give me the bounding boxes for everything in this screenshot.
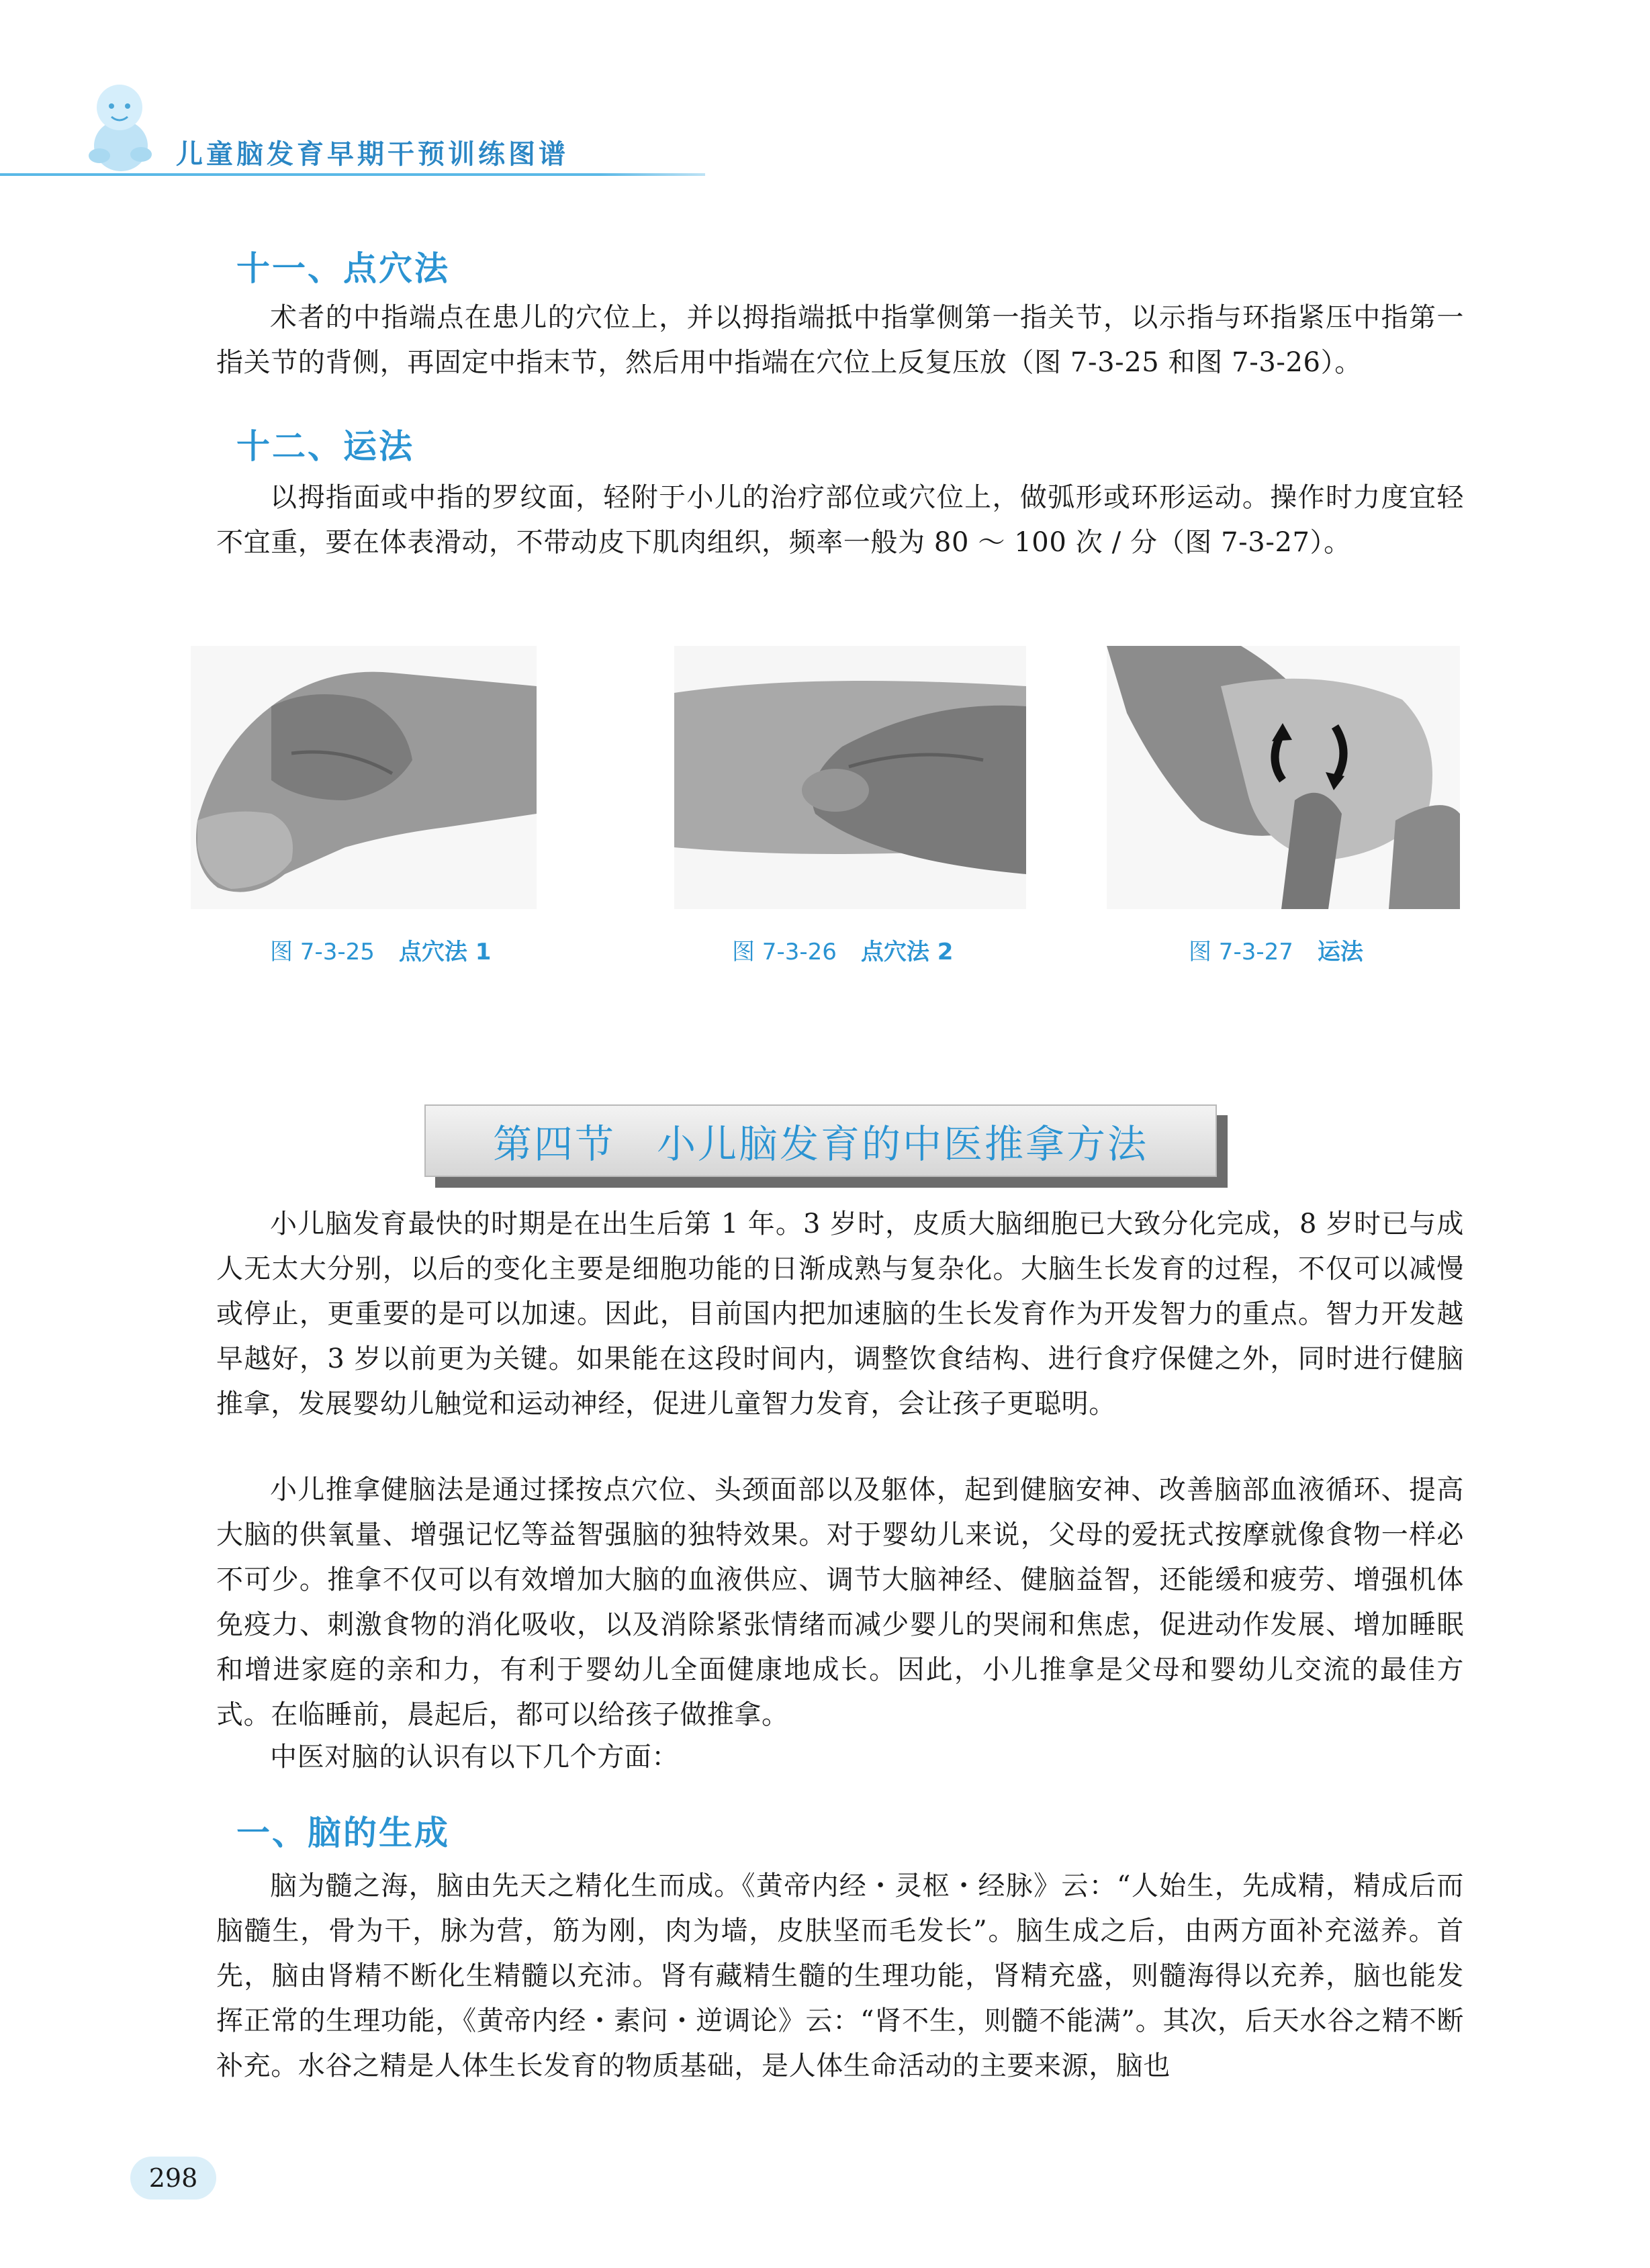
paragraph-brain-development: 小儿脑发育最快的时期是在出生后第 1 年。3 岁时，皮质大脑细胞已大致分化完成，8 岁时已与成人无太大分别，以后的变化主要是细胞功能的日渐成熟与复杂化。大脑生长发育的过程，不仅可以减慢或停止，更重要的是可以加速。因此，目前国内把加速脑的生长发育作为开发智力的重点。智力开发越早越好，3 岁以前更为关键。如果能在这段时间内，调整饮食结构、进行食疗保健之外，同时进行健脑推拿，发展婴幼儿触觉和运动神经，促进儿童智力发育，会让孩子更聪明。: [216, 1209, 1464, 1419]
heading-brain-generation: 一、脑的生成: [236, 1813, 450, 1852]
photo-fig-7-3-27: [1107, 646, 1460, 909]
paragraph-dianxuefa: 术者的中指端点在患儿的穴位上，并以拇指端抵中指掌侧第一指关节，以示指与环指紧压中指第一指关节的背侧，再固定中指末节，然后用中指端在穴位上反复压放（图 7-3-25 和图 7-3-26）。: [216, 302, 1464, 378]
caption-fig-7-3-26: 图 7-3-26 点穴法 2: [732, 939, 954, 965]
running-header-title: 儿童脑发育早期干预训练图谱: [176, 139, 569, 170]
paragraph-tuina-benefits: 小儿推拿健脑法是通过揉按点穴位、头颈面部以及躯体，起到健脑安神、改善脑部血液循环、提高大脑的供氧量、增强记忆等益智强脑的独特效果。对于婴幼儿来说，父母的爱抚式按摩就像食物一样必不可少。推拿不仅可以有效增加大脑的血液供应、调节大脑神经、健脑益智，还能缓和疲劳、增强机体免疫力、刺激食物的消化吸收，以及消除紧张情绪而减少婴儿的哭闹和焦虑，促进动作发展、增加睡眠和增进家庭的亲和力，有利于婴幼儿全面健康地成长。因此，小儿推拿是父母和婴幼儿交流的最佳方式。在临睡前，晨起后，都可以给孩子做推拿。: [216, 1474, 1464, 1730]
baby-icon: [79, 75, 160, 176]
photo-fig-7-3-26: [674, 646, 1026, 909]
page-number: 298: [130, 2157, 216, 2200]
heading-yunfa: 十二、运法: [236, 427, 414, 466]
paragraph-tcm-intro: 中医对脑的认识有以下几个方面：: [270, 1742, 679, 1773]
photo-fig-7-3-25: [191, 646, 537, 909]
section-banner: [424, 1104, 1217, 1177]
paragraph-yunfa: 以拇指面或中指的罗纹面，轻附于小儿的治疗部位或穴位上，做弧形或环形运动。操作时力度宜轻不宜重，要在体表滑动，不带动皮下肌肉组织，频率一般为 80 ～ 100 次 / 分（图 7-3-27）。: [216, 482, 1464, 558]
header-rule: [0, 173, 705, 176]
section-banner-title: 第四节 小儿脑发育的中医推拿方法: [492, 1121, 1148, 1167]
caption-fig-7-3-27: 图 7-3-27 运法: [1189, 939, 1363, 965]
heading-dianxuefa: 十一、点穴法: [236, 249, 450, 288]
paragraph-brain-generation: 脑为髓之海，脑由先天之精化生而成。《黄帝内经・灵枢・经脉》云：“人始生，先成精，精成后而脑髓生，骨为干，脉为营，筋为刚，肉为墙，皮肤坚而毛发长”。脑生成之后，由两方面补充滋养。首先，脑由肾精不断化生精髓以充沛。肾有藏精生髓的生理功能，肾精充盛，则髓海得以充养，脑也能发挥正常的生理功能，《黄帝内经・素问・逆调论》云：“肾不生，则髓不能满”。其次，后天水谷之精不断补充。水谷之精是人体生长发育的物质基础，是人体生命活动的主要来源，脑也: [216, 1871, 1464, 2081]
caption-fig-7-3-25: 图 7-3-25 点穴法 1: [270, 939, 492, 965]
